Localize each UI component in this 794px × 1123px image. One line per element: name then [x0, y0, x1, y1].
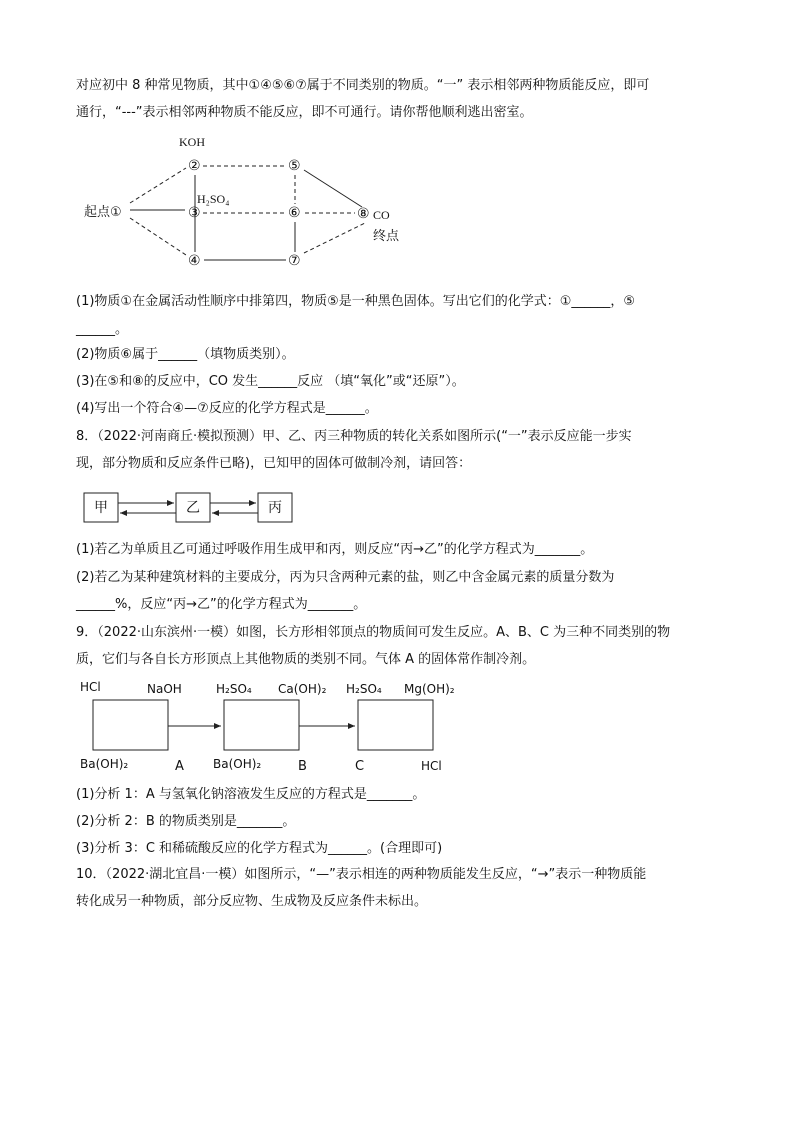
p9-q2: (2)分析 2：B 的物质类别是_______。 [76, 814, 296, 829]
mgoh2-label: Mg(OH)₂ [404, 682, 455, 696]
start-node-label: 起点① [84, 205, 122, 220]
p8-q1: (1)若乙为单质且乙可通过呼吸作用生成甲和丙，则反应“丙→乙”的化学方程式为_______。 [76, 542, 594, 557]
h2so4-label: H₂SO₄ [197, 192, 230, 206]
p9-q1: (1)分析 1：A 与氢氧化钠溶液发生反应的方程式是_______。 [76, 787, 426, 802]
node-6: ⑥ [288, 205, 301, 221]
hcl-top-label: HCl [80, 680, 101, 694]
yi-label: 乙 [186, 500, 200, 516]
q3-line: (3)在⑤和⑧的反应中，CO 发生______反应 （填“氧化”或“还原”）。 [76, 374, 465, 389]
jia-label: 甲 [94, 500, 108, 516]
p10-line-a: 10．（2022·湖北宜昌·一模）如图所示，“—”表示相连的两种物质能发生反应，“→”表示一种物质能 [76, 867, 647, 882]
rect-1 [93, 700, 168, 750]
bing-label: 丙 [268, 500, 282, 516]
label-c: C [355, 759, 365, 774]
node-3: ③ [188, 205, 201, 221]
intro-line-2: 通行，“---”表示相邻两种物质不能反应，即不可通行。请你帮他顺利逃出密室。 [76, 105, 533, 120]
baoh2-1-label: Ba(OH)₂ [80, 757, 129, 771]
hcl-bottom-label: HCl [421, 759, 442, 773]
p9-q3: (3)分析 3：C 和稀硫酸反应的化学方程式为______。(合理即可) [76, 841, 443, 856]
p9-line-a: 9．（2022·山东滨州·一模）如图，长方形相邻顶点的物质间可发生反应。A、B、C 为三种不同类别的物 [76, 625, 671, 640]
rect-2 [224, 700, 299, 750]
q4-line: (4)写出一个符合④—⑦反应的化学方程式是______。 [76, 401, 378, 416]
caoh2-label: Ca(OH)₂ [278, 682, 327, 696]
label-a: A [175, 759, 184, 774]
node-5: ⑤ [288, 158, 301, 174]
p9-line-b: 质，它们与各自长方形顶点上其他物质的类别不同。气体 A 的固体常作制冷剂。 [76, 652, 536, 667]
p8-line-b: 现，部分物质和反应条件已略)，已知甲的固体可做制冷剂，请回答： [76, 456, 472, 471]
q2-line: (2)物质⑥属于______（填物质类别）。 [76, 347, 295, 362]
rect-3 [358, 700, 433, 750]
p10-line-b: 转化成另一种物质，部分反应物、生成物及反应条件未标出。 [76, 894, 428, 909]
q1-line-b: ______。 [76, 322, 129, 337]
h2so4-1-label: H₂SO₄ [216, 682, 252, 696]
koh-label: KOH [179, 135, 205, 149]
intro-line-1: 对应初中 8 种常见物质，其中①④⑤⑥⑦属于不同类别的物质。“一” 表示相邻两种物质能反应，即可 [76, 78, 650, 93]
naoh-label: NaOH [147, 682, 182, 696]
p8-q2-a: (2)若乙为某种建筑材料的主要成分，丙为只含两种元素的盐，则乙中含金属元素的质量分数为 [76, 570, 615, 585]
node-8: ⑧ [357, 206, 370, 222]
node-2: ② [188, 158, 201, 174]
q1-line-a: (1)物质①在金属活动性顺序中排第四，物质⑤是一种黑色固体。写出它们的化学式：①______，⑤ [76, 294, 636, 309]
node-4: ④ [188, 253, 201, 269]
h2so4-2-label: H₂SO₄ [346, 682, 382, 696]
p8-line-a: 8．（2022·河南商丘·模拟预测）甲、乙、丙三种物质的转化关系如图所示(“一”表示反应能一步实 [76, 429, 632, 444]
baoh2-2-label: Ba(OH)₂ [213, 757, 262, 771]
node-7: ⑦ [288, 253, 301, 269]
co-label: CO [373, 208, 390, 222]
end-label: 终点 [373, 229, 400, 244]
p8-q2-b: ______%，反应“丙→乙”的化学方程式为_______。 [76, 597, 367, 612]
label-b: B [298, 759, 307, 774]
